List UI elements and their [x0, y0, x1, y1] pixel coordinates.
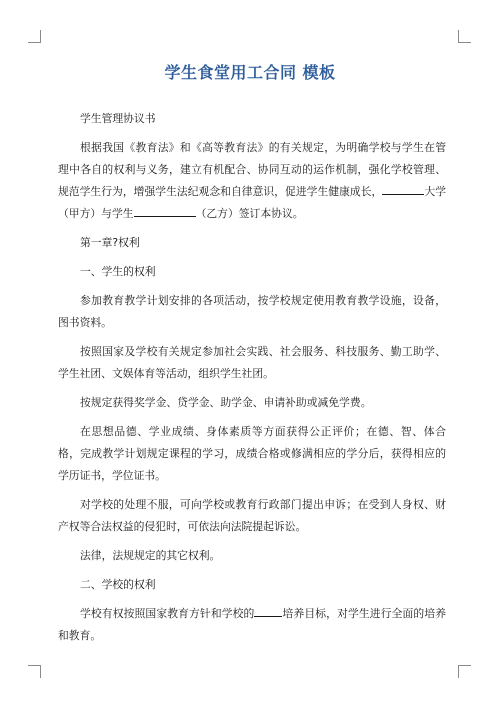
school-right-text-2: 培养目标，对学生进行全面的培养和教育。 [58, 607, 447, 642]
student-right-item: 按照国家及学校有关规定参加社会实践、社会服务、科技服务、勤工助学、学生社团、文娱体育等活动，组织学生社团。 [58, 345, 446, 380]
document-body [58, 108, 446, 654]
school-goal-blank[interactable] [254, 603, 282, 617]
student-rights-heading: 一、学生的权利 [80, 265, 156, 278]
crop-mark-top-right [458, 30, 471, 43]
school-rights-heading: 二、学校的权利 [80, 578, 156, 591]
chapter-heading: 第一章?权利 [80, 236, 140, 249]
school-right-item [58, 603, 446, 647]
student-right-item: 法律，法规规定的其它权利。 [80, 549, 221, 562]
crop-mark-bottom-right [458, 665, 471, 678]
crop-mark-bottom-left [28, 665, 41, 678]
section-title: 学生管理协议书 [80, 112, 156, 125]
student-right-item: 按规定获得奖学金、贷学金、助学金、申请补助或减免学费。 [80, 396, 372, 409]
student-right-item: 在思想品德、学业成绩、身体素质等方面获得公正评价；在德、智、体合格，完成教学计划规定课程的学习，成绩合格或修满相应的学分后，获得相应的学历证书，学位证书。 [58, 425, 446, 482]
crop-mark-top-left [28, 30, 41, 43]
student-name-blank[interactable] [134, 203, 196, 217]
intro-paragraph [58, 137, 446, 225]
student-right-item: 参加教育教学计划安排的各项活动，按学校规定使用教育教学设施，设备，图书资料。 [58, 294, 446, 329]
school-right-text-1: 学校有权按照国家教育方针和学校的 [80, 607, 255, 620]
document-title: 学生食堂用工合同 模板 [164, 63, 336, 82]
intro-text-2: 大学（甲方）与学生 [58, 185, 446, 220]
intro-text-1: 根据我国《教育法》和《高等教育法》的有关规定，为明确学校与学生在管理中各自的权利与义务，建立有机配合、协同互动的运作机制，强化学校管理、规范学生行为，增强学生法纪观念和自律意识，促进学生健康成长， [58, 141, 446, 198]
student-right-item: 对学校的处理不服，可向学校或教育行政部门提出申诉；在受到人身权、财产权等合法权益的侵犯时，可依法向法院提起诉讼。 [58, 498, 446, 533]
intro-text-3: （乙方）签订本协议。 [195, 207, 304, 220]
university-name-blank[interactable] [382, 181, 424, 195]
